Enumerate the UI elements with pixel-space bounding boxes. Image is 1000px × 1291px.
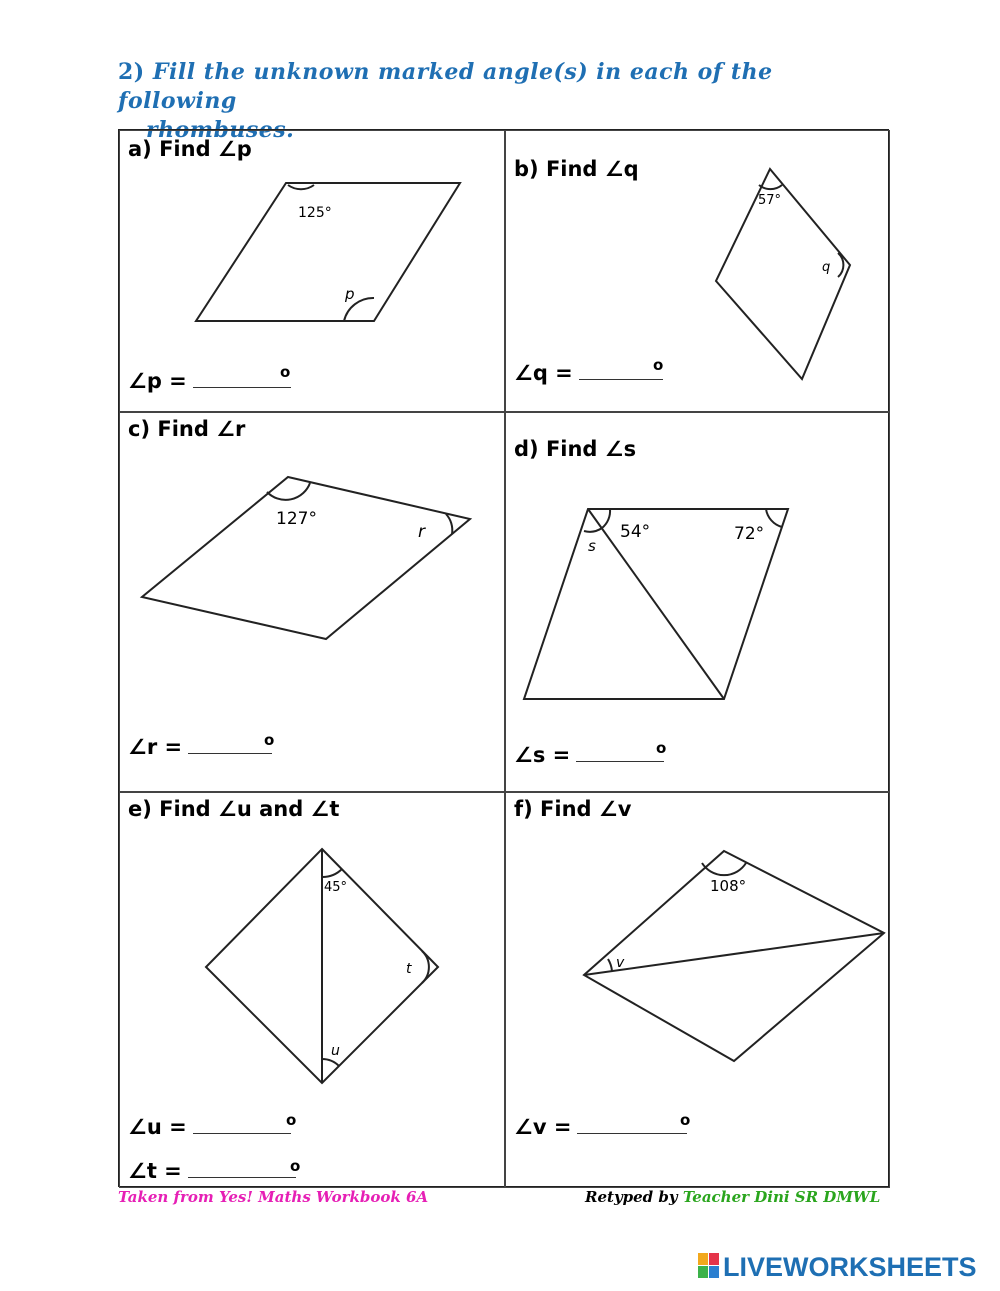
degree-sign-p: o	[280, 363, 291, 381]
degree-sign-v: o	[680, 1111, 691, 1129]
question-text-line2: rhombuses.	[146, 117, 295, 143]
cell-d	[505, 412, 890, 792]
answer-row-u	[128, 1115, 291, 1139]
angle-54-label: 54°	[620, 522, 651, 542]
degree-sign-r: o	[264, 731, 275, 749]
answer-blank-p[interactable]	[193, 369, 291, 388]
cell-a-heading: a) Find ∠p	[128, 137, 252, 161]
answer-blank-u[interactable]	[193, 1115, 291, 1134]
answer-label-p: ∠p =	[128, 369, 187, 393]
answer-row-s	[514, 743, 664, 767]
cell-b	[505, 130, 890, 412]
angle-q-label: q	[822, 260, 831, 275]
rhombus-d-diagram	[506, 413, 891, 793]
answer-row-p	[128, 369, 291, 393]
angle-t-label: t	[406, 961, 412, 977]
answer-label-s: ∠s =	[514, 743, 571, 767]
question-number: 2)	[118, 59, 145, 85]
cell-e	[119, 792, 505, 1188]
source-credit: Taken from Yes! Maths Workbook 6A	[118, 1188, 429, 1206]
cell-e-heading: e) Find ∠u and ∠t	[128, 797, 340, 821]
degree-sign-u: o	[286, 1111, 297, 1129]
degree-sign-q: o	[653, 356, 664, 374]
retyped-prefix: Retyped by	[585, 1188, 678, 1206]
answer-label-q: ∠q =	[514, 361, 573, 385]
cell-d-heading: d) Find ∠s	[514, 437, 637, 461]
angle-v-label: v	[616, 955, 625, 971]
degree-sign-s: o	[656, 739, 667, 757]
answer-row-q	[514, 361, 663, 385]
cell-b-heading: b) Find ∠q	[514, 157, 639, 181]
liveworksheets-brand[interactable]	[698, 1252, 977, 1283]
angle-127-label: 127°	[276, 509, 317, 529]
cell-f-heading: f) Find ∠v	[514, 797, 632, 821]
angle-u-label: u	[331, 1043, 340, 1059]
retyped-credit	[585, 1188, 880, 1206]
answer-blank-r[interactable]	[188, 735, 272, 754]
answer-label-r: ∠r =	[128, 735, 183, 759]
answer-blank-v[interactable]	[577, 1115, 687, 1134]
question-grid	[118, 129, 889, 1187]
retyped-name: Teacher Dini SR DMWL	[682, 1188, 881, 1206]
cell-c-heading: c) Find ∠r	[128, 417, 246, 441]
angle-r-label: r	[418, 522, 425, 542]
answer-blank-s[interactable]	[576, 743, 664, 762]
brand-text: LIVEWORKSHEETS	[723, 1252, 977, 1282]
answer-blank-q[interactable]	[579, 361, 663, 380]
angle-72-label: 72°	[734, 524, 765, 544]
answer-row-r	[128, 735, 272, 759]
angle-125-label: 125°	[298, 205, 332, 221]
angle-45-label: 45°	[324, 880, 348, 895]
angle-p-label: p	[345, 285, 355, 303]
angle-s-label: s	[588, 537, 596, 555]
answer-label-u: ∠u =	[128, 1115, 187, 1139]
cell-c	[119, 412, 505, 792]
answer-row-v	[514, 1115, 687, 1139]
degree-sign-t: o	[290, 1157, 301, 1175]
cell-f	[505, 792, 890, 1188]
angle-108-label: 108°	[710, 877, 747, 895]
answer-blank-t[interactable]	[188, 1159, 296, 1178]
answer-row-t	[128, 1159, 296, 1183]
liveworksheets-logo-icon	[698, 1253, 720, 1279]
angle-57-label: 57°	[758, 193, 782, 208]
cell-a	[119, 130, 505, 412]
answer-label-v: ∠v =	[514, 1115, 572, 1139]
answer-label-t: ∠t =	[128, 1159, 182, 1183]
question-text-line1: Fill the unknown marked angle(s) in each of the following	[118, 59, 773, 114]
